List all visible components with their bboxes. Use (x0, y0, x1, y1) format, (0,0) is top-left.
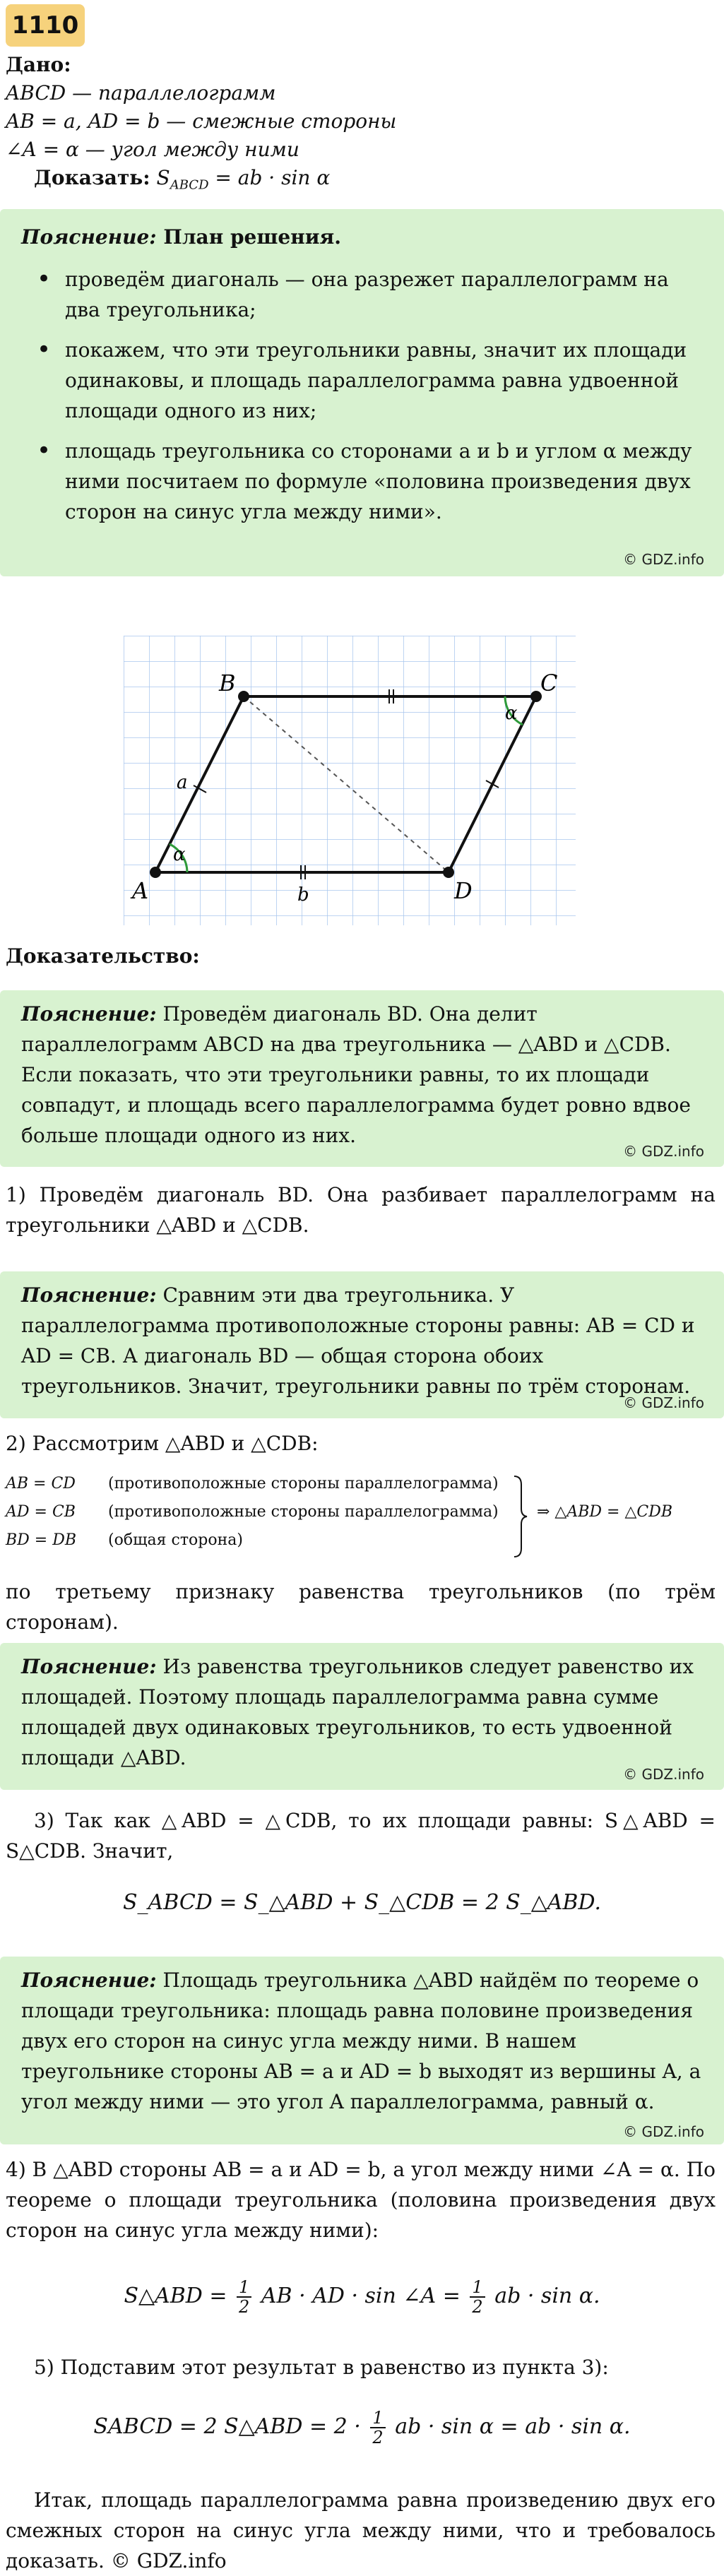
explanation-body: Проведём диагональ BD. Она делит параллелограмм ABCD на два треугольника — △ABD и △CDB. Если показать, что эти треугольники равны, то их площади совпадут, и площадь всего параллелограмма будет ровно вдвое больше площади одного из них. (21, 1002, 691, 1147)
given-title: Дано: (6, 53, 71, 76)
gdz-watermark: © GDZ.info (623, 2123, 704, 2140)
grid-background (124, 636, 576, 925)
brace-icon (511, 1475, 528, 1558)
formula-3-rhs: ab · sin α = ab · sin α. (395, 2414, 631, 2439)
task-number-badge: 1110 (6, 4, 85, 47)
fraction-denominator: 2 (372, 2428, 384, 2447)
system-row-3-comment: (общая сторона) (108, 1531, 243, 1549)
label-alpha-a: α (173, 844, 186, 865)
label-a: A (132, 877, 149, 904)
plan-box (0, 209, 724, 576)
fraction-denominator: 2 (472, 2297, 483, 2317)
prove-label: Доказать: (34, 166, 150, 189)
vertex-a (150, 867, 161, 878)
gdz-watermark: © GDZ.info (623, 1766, 704, 1783)
prove-rest: = ab · sin α (208, 166, 331, 189)
formula-2-rhs: ab · sin α. (494, 2284, 600, 2308)
system-result: ⇒ △ABD = △CDB (537, 1503, 673, 1521)
label-c: C (540, 670, 558, 696)
equality-system (6, 1475, 719, 1560)
system-row-1-comment: (противоположные стороны параллелограмма) (108, 1475, 499, 1492)
plan-item: • проведём диагональ — она разрежет параллелограмм на два треугольника; (21, 264, 703, 325)
explanation-box-2 (0, 1271, 724, 1418)
system-row-3: BD = DB (6, 1531, 77, 1549)
fraction-denominator: 2 (239, 2297, 250, 2317)
prove-sub: ABCD (170, 177, 209, 193)
explanation-4-text (21, 1965, 703, 2117)
step-2: 2) Рассмотрим △ABD и △CDB: (6, 1432, 319, 1455)
step-1: 1) Проведём диагональ BD. Она разбивает параллелограмм на треугольники △ABD и △CDB. (6, 1183, 716, 1237)
vertex-b (238, 691, 249, 702)
explanation-body: Сравним эти два треугольника. У параллелограмма противоположные стороны равны: AB = CD и AD = CB. А диагональ BD — общая сторона обоих треугольников. Значит, треугольники равны по трём сторонам. (21, 1283, 695, 1398)
label-b: B (219, 670, 236, 696)
step-5: 5) Подставим этот результат в равенство из пункта 3): (34, 2356, 609, 2379)
step-2-conclusion: по третьему признаку равенства треугольников (по трём сторонам). (6, 1580, 716, 1634)
explanation-label: Пояснение: (21, 1002, 157, 1026)
vertex-d (443, 867, 454, 878)
given-line-3: ∠A = α — угол между ними (6, 138, 299, 161)
formula-3 (0, 2409, 724, 2447)
gdz-watermark: © GDZ.info (110, 2549, 227, 2572)
explanation-box-4 (0, 1957, 724, 2144)
final-conclusion (6, 2485, 716, 2576)
explanation-label: Пояснение: (21, 1969, 157, 1992)
label-side-a: a (177, 772, 188, 793)
explanation-box-3 (0, 1643, 724, 1790)
fraction-numerator: 1 (370, 2409, 385, 2428)
formula-2 (0, 2278, 724, 2316)
given-line-2: AB = a, AD = b — смежные стороны (6, 109, 397, 133)
label-d: D (454, 877, 473, 904)
gdz-watermark: © GDZ.info (623, 1143, 704, 1160)
explanation-label: Пояснение: (21, 1655, 157, 1678)
gdz-watermark: © GDZ.info (623, 551, 704, 568)
fraction-numerator: 1 (470, 2278, 485, 2298)
plan-heading-label: Пояснение: (21, 225, 157, 249)
final-text: Итак, площадь параллелограмма равна произведению двух его смежных сторон на синус угла между ними, что и требовалось доказать. (6, 2488, 716, 2572)
formula-1: S_ABCD = S_△ABD + S_△CDB = 2 S_△ABD. (123, 1890, 601, 1915)
plan-item: • покажем, что эти треугольники равны, значит их площади одинаковы, и площадь параллелограмма равна удвоенной площади одного из них; (21, 335, 703, 426)
parallelogram-figure (124, 636, 576, 925)
plan-heading (21, 222, 703, 252)
given-line-1: ABCD — параллелограмм (6, 81, 276, 105)
plan-heading-text: План решения. (156, 225, 341, 249)
system-row-2: AD = CB (6, 1503, 76, 1521)
explanation-box-1 (0, 990, 724, 1167)
gdz-watermark: © GDZ.info (623, 1394, 704, 1411)
explanation-2-text (21, 1280, 703, 1401)
step-4: 4) В △ABD стороны AB = a и AD = b, а угол между ними ∠A = α. По теореме о площади треугольника (половина произведения двух сторон на синус угла между ними): (6, 2158, 716, 2242)
plan-list-wrap (21, 264, 703, 537)
system-row-2-comment: (противоположные стороны параллелограмма) (108, 1503, 499, 1521)
step-3: 3) Так как △ABD = △CDB, то их площади равны: S△ABD = S△CDB. Значит, (6, 1809, 716, 1863)
label-alpha-c: α (505, 703, 518, 724)
fraction-half (370, 2409, 385, 2447)
plan-item: • площадь треугольника со сторонами a и b и углом α между ними посчитаем по формуле «половина произведения двух сторон на синус угла между ними». (21, 436, 703, 527)
explanation-3-text (21, 1651, 703, 1773)
plan-list (21, 264, 703, 527)
formula-2-mid: AB · AD · sin ∠A = (261, 2284, 461, 2308)
explanation-body: Из равенства треугольников следует равенство их площадей. Поэтому площадь параллелограмма равна сумме площадей двух одинаковых треугольников, то есть удвоенной площади △ABD. (21, 1655, 694, 1769)
fraction-half (237, 2278, 251, 2316)
fraction-half (470, 2278, 485, 2316)
formula-2-lhs: S△ABD = (124, 2284, 227, 2308)
explanation-label: Пояснение: (21, 1283, 157, 1307)
system-row-1: AB = CD (6, 1475, 76, 1492)
formula-3-lhs: SABCD = 2 S△ABD = 2 · (93, 2414, 361, 2439)
prove-line (34, 165, 330, 198)
label-side-b: b (297, 884, 309, 906)
explanation-1-text (21, 999, 703, 1151)
proof-title: Доказательство: (6, 944, 200, 968)
explanation-body: Площадь треугольника △ABD найдём по теореме о площади треугольника: площадь равна половине произведения двух его сторон на синус угла между ними. В нашем треугольнике стороны AB = a и AD = b выходят из вершины A, а угол между ними — это угол A параллелограмма, равный α. (21, 1969, 701, 2113)
fraction-numerator: 1 (237, 2278, 251, 2298)
prove-expr: S (156, 166, 170, 189)
